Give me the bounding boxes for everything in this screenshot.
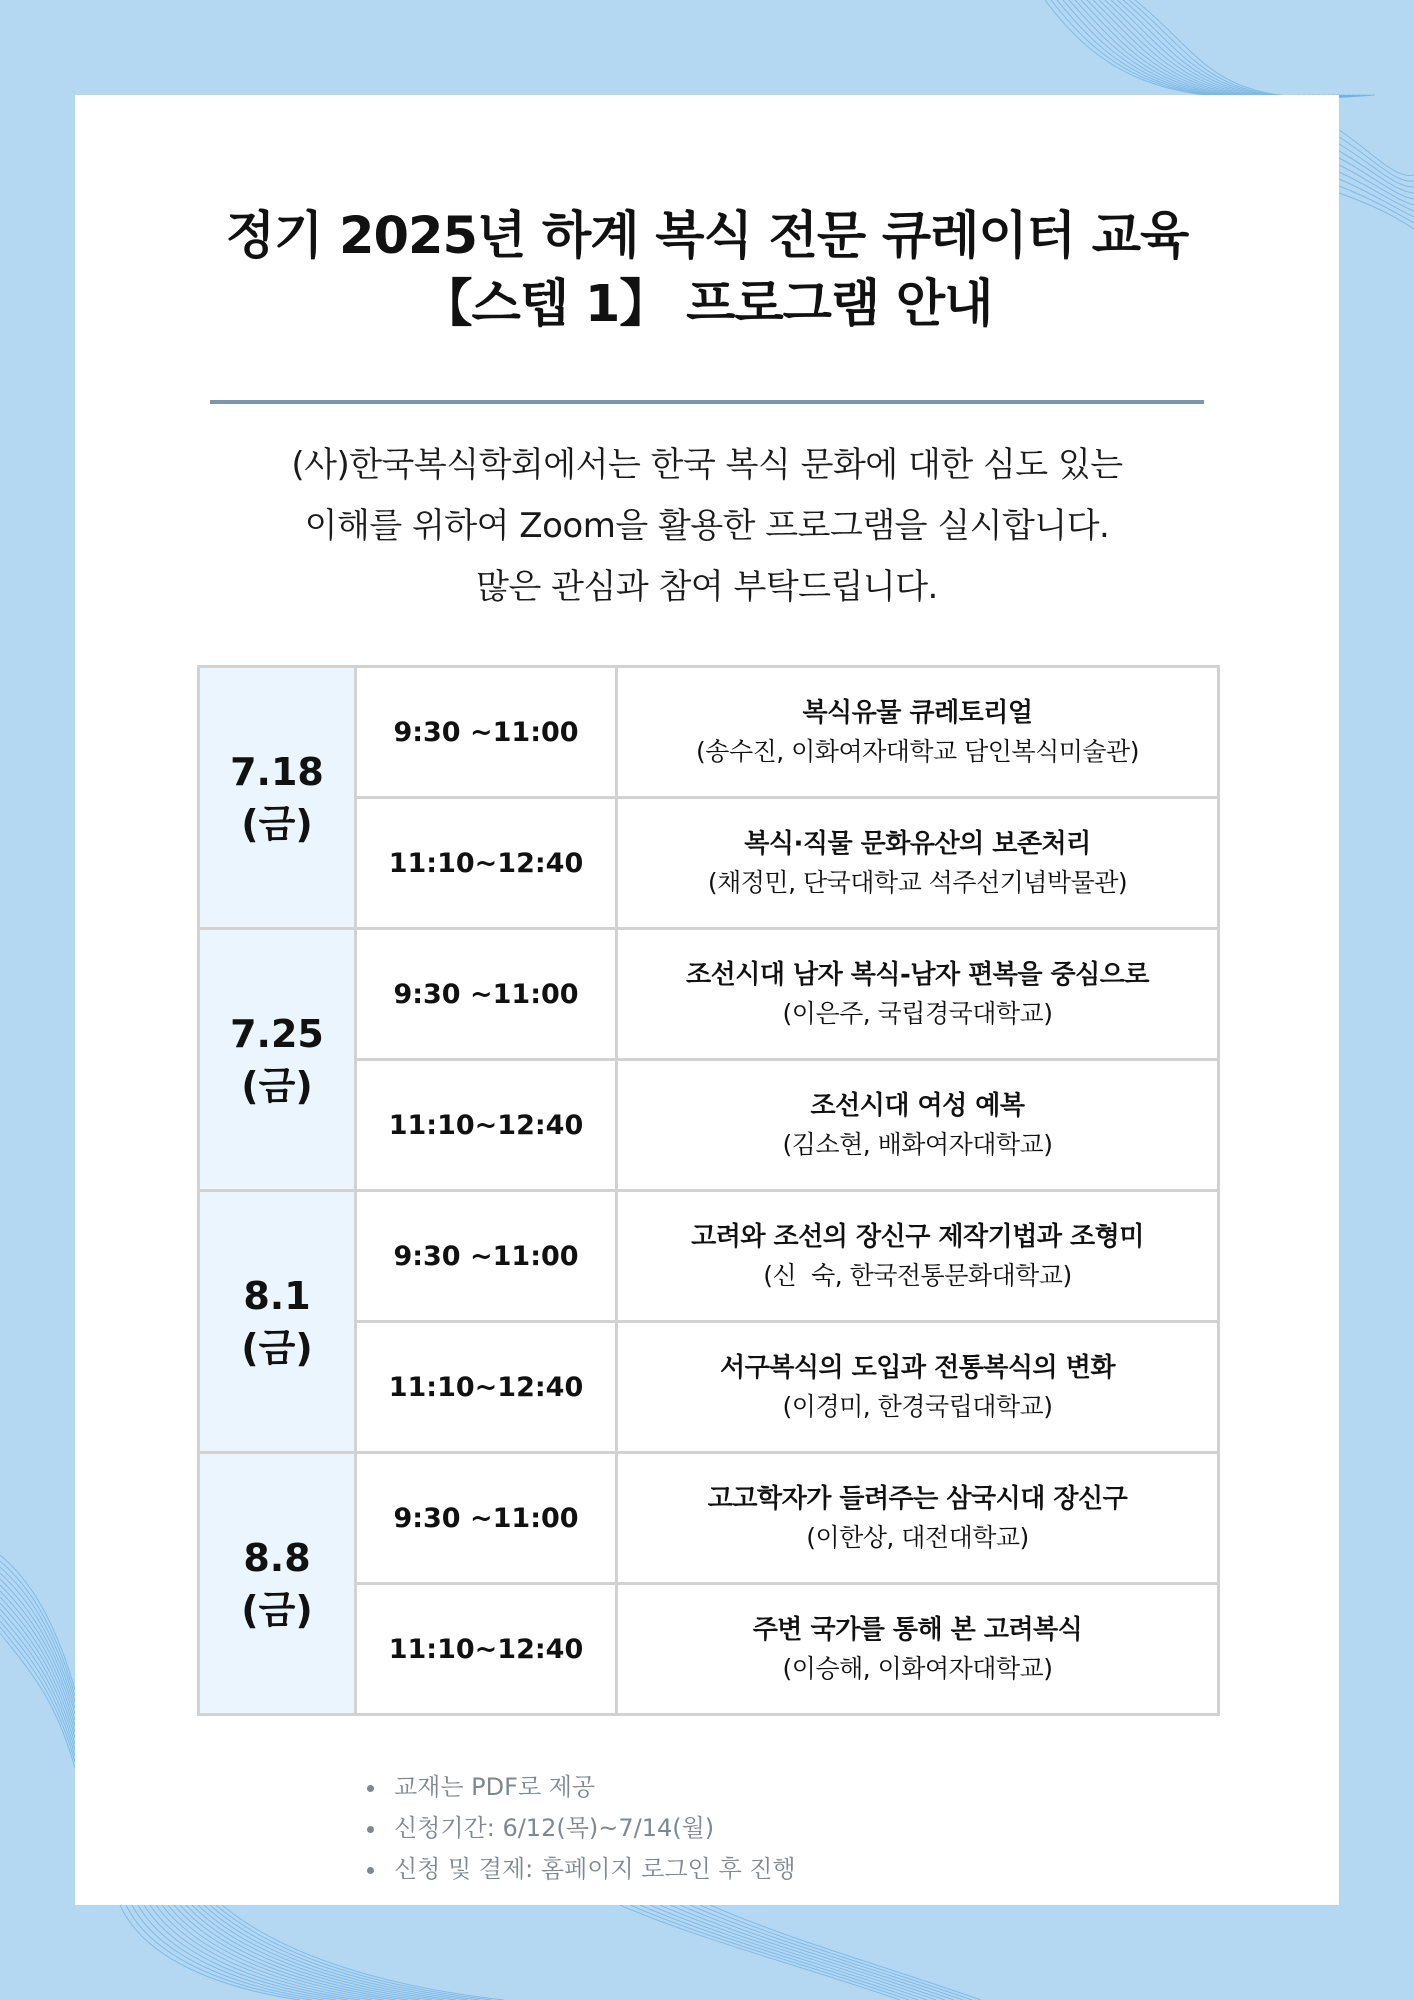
topic-speaker: (이한상, 대전대학교) [806,1523,1029,1552]
wave-line [700,1905,972,2000]
time-cell: 9:30 ~11:00 [356,1453,617,1584]
wave-line [1135,0,1375,98]
topic-cell [617,1191,1219,1322]
topic-cell [617,1453,1219,1584]
wave-line [710,1905,981,2000]
topic-title: 복식·직물 문화유산의 보존처리 [744,829,1091,859]
list-item: • 신청기간: 6/12(목)~7/14(월) [388,1808,796,1849]
wave-line [1069,0,1320,98]
bottom-wave-lines [120,1905,981,2000]
wave-line [1087,0,1335,98]
time-cell: 11:10~12:40 [356,798,617,929]
wave-line [670,1905,945,2000]
time-cell: 11:10~12:40 [356,1322,617,1453]
day-label: (금) [241,1587,313,1632]
table-row [199,929,1219,1060]
time-cell: 9:30 ~11:00 [356,1191,617,1322]
wave-line [1129,0,1370,98]
wave-line [1339,151,1414,193]
wave-line [216,1905,492,2000]
intro-paragraph [75,435,1339,618]
day-label: (금) [241,1063,313,1108]
date-label: 7.25 [230,1011,324,1056]
wave-line [1117,0,1360,98]
wave-line [1339,172,1414,211]
list-item: • 신청 및 결제: 홈페이지 로그인 후 진행 [388,1849,796,1890]
date-cell [199,1453,356,1715]
wave-line [620,1905,900,2000]
intro-line-2: 이해를 위하여 Zoom을 활용한 프로그램을 실시합니다. [304,506,1110,546]
date-cell [199,1191,356,1453]
topic-speaker: (이은주, 국립경국대학교) [782,999,1053,1028]
topic-title: 주변 국가를 통해 본 고려복식 [752,1615,1083,1645]
topic-speaker: (이경미, 한경국립대학교) [782,1392,1053,1421]
wave-line [0,1633,75,1768]
wave-line [660,1905,936,2000]
topic-cell [617,1060,1219,1191]
table-row [199,1191,1219,1322]
day-label: (금) [241,1325,313,1370]
table-row [199,1453,1219,1584]
date-label: 8.8 [243,1535,311,1580]
topic-cell [617,929,1219,1060]
topic-title: 고고학자가 들려주는 삼국시대 장신구 [707,1484,1128,1514]
wave-line [1075,0,1325,98]
topic-title: 서구복식의 도입과 전통복식의 변화 [720,1353,1115,1383]
date-label: 8.1 [243,1273,311,1318]
wave-line [1081,0,1330,98]
time-cell: 11:10~12:40 [356,1584,617,1715]
schedule-table [197,665,1220,1716]
wave-line [680,1905,954,2000]
topic-speaker: (이승해, 이화여자대학교) [782,1654,1053,1683]
title-divider [210,400,1204,404]
table-row [199,667,1219,798]
time-cell: 9:30 ~11:00 [356,929,617,1060]
list-item: • 교재는 PDF로 제공 [388,1767,796,1808]
topic-cell [617,1584,1219,1715]
topic-cell [617,667,1219,798]
topic-title: 조선시대 여성 예복 [810,1091,1025,1121]
time-cell: 11:10~12:40 [356,1060,617,1191]
wave-line [120,1905,300,2000]
title-line-1: 정기 2025년 하계 복식 전문 큐레이터 교육 [225,207,1189,266]
date-label: 7.18 [230,749,324,794]
left-wave-lines [0,1555,75,1768]
notes-list [358,1767,796,1890]
topic-title: 복식유물 큐레토리얼 [802,698,1033,728]
wave-line [690,1905,963,2000]
title-line-2: 【스텝 1】 프로그램 안내 [421,275,993,334]
wave-line [650,1905,927,2000]
page-title [75,203,1339,339]
topic-title: 조선시대 남자 복식-남자 편복을 중심으로 [686,960,1149,990]
topic-speaker: (김소현, 배화여자대학교) [782,1130,1053,1159]
wave-line [640,1905,918,2000]
topic-title: 고려와 조선의 장신구 제작기법과 조형미 [691,1222,1144,1252]
topic-speaker: (송수진, 이화여자대학교 담인복식미술관) [696,737,1139,766]
time-cell: 9:30 ~11:00 [356,667,617,798]
topic-cell [617,1322,1219,1453]
topic-speaker: (채정민, 단국대학교 석주선기념박물관) [707,868,1128,897]
wave-line [1339,130,1414,176]
wave-line [1111,0,1355,98]
intro-line-1: (사)한국복식학회에서는 한국 복식 문화에 대한 심도 있는 [291,445,1123,485]
wave-line [210,1905,480,2000]
date-cell [199,929,356,1191]
intro-line-3: 많은 관심과 참여 부탁드립니다. [476,567,938,607]
topic-speaker: (신 숙, 한국전통문화대학교) [763,1261,1072,1290]
wave-line [630,1905,909,2000]
wave-line [0,1597,75,1732]
topic-cell [617,798,1219,929]
day-label: (금) [241,801,313,846]
wave-line [1123,0,1365,98]
date-cell [199,667,356,929]
